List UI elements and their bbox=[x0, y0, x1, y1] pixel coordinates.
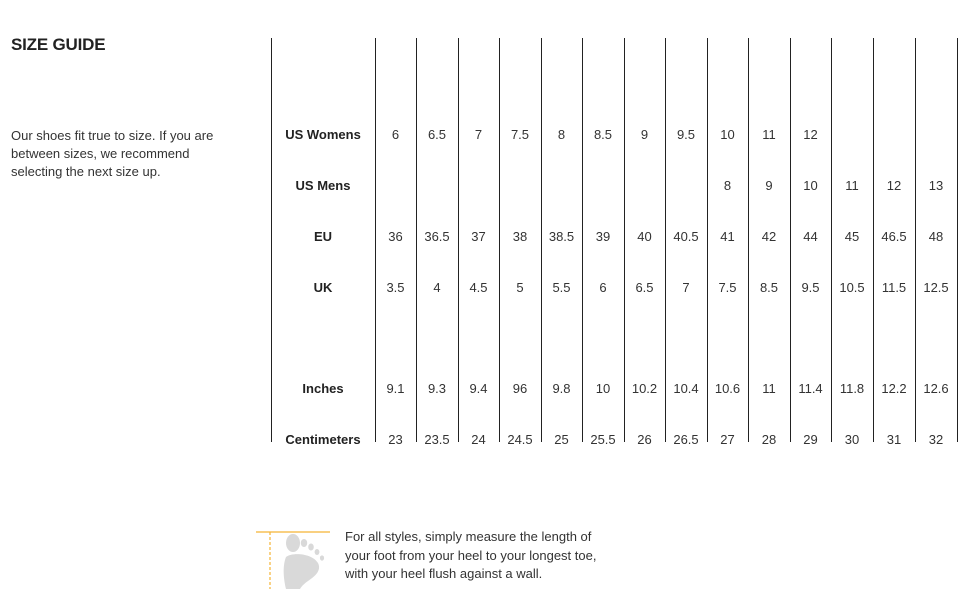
table-cell: 27 bbox=[720, 432, 735, 447]
table-cell: 40.5 bbox=[673, 229, 699, 244]
table-cell: 24 bbox=[471, 432, 486, 447]
table-cell: 23.5 bbox=[424, 432, 450, 447]
table-cell: 6.5 bbox=[635, 280, 654, 295]
row-label: Inches bbox=[302, 381, 344, 396]
table-cell: 48 bbox=[928, 229, 944, 244]
table-cell: 10.4 bbox=[673, 381, 699, 396]
table-cell: 13 bbox=[928, 178, 944, 193]
table-cell: 36 bbox=[388, 229, 403, 244]
table-cell: 12 bbox=[803, 127, 818, 142]
table-cell: 11 bbox=[762, 381, 776, 396]
table-cell: 10.6 bbox=[714, 381, 741, 396]
table-cell: 7.5 bbox=[718, 280, 737, 295]
table-cell: 11.8 bbox=[839, 381, 865, 396]
table-cell: 40 bbox=[637, 229, 652, 244]
table-cell: 3.5 bbox=[386, 280, 405, 295]
table-cell: 10 bbox=[720, 127, 735, 142]
table-cell: 96 bbox=[512, 381, 528, 396]
table-cell: 9.3 bbox=[427, 381, 447, 396]
table-cell: 10.5 bbox=[839, 280, 865, 295]
table-cell: 6 bbox=[391, 127, 400, 142]
table-column-divider bbox=[957, 38, 958, 442]
table-cell: 9 bbox=[640, 127, 649, 142]
foot-measure-icon bbox=[256, 525, 336, 589]
table-cell: 8 bbox=[723, 178, 732, 193]
table-cell: 11.5 bbox=[881, 280, 907, 295]
table-cell: 30 bbox=[844, 432, 860, 447]
table-cell: 11 bbox=[845, 178, 859, 193]
table-cell: 9.5 bbox=[801, 280, 820, 295]
table-cell: 29 bbox=[803, 432, 818, 447]
table-cell: 4 bbox=[433, 280, 441, 295]
table-cell: 25.5 bbox=[590, 432, 616, 447]
table-cell: 4.5 bbox=[469, 280, 488, 295]
table-cell: 7 bbox=[682, 280, 690, 295]
table-cell: 5.5 bbox=[552, 280, 571, 295]
row-label: Centimeters bbox=[285, 432, 361, 447]
table-cell: 44 bbox=[803, 229, 818, 244]
table-cell: 7.5 bbox=[510, 127, 530, 142]
table-cell: 10 bbox=[803, 178, 818, 193]
table-cell: 25 bbox=[554, 432, 569, 447]
table-cell: 32 bbox=[928, 432, 944, 447]
fit-intro-text: Our shoes fit true to size. If you are between sizes, we recommend selecting the next size up. bbox=[11, 128, 214, 179]
table-cell: 7 bbox=[474, 127, 483, 142]
page-title: SIZE GUIDE bbox=[11, 35, 106, 54]
table-cell: 11 bbox=[762, 127, 776, 142]
table-cell: 28 bbox=[761, 432, 777, 447]
table-cell: 9 bbox=[765, 178, 773, 193]
foot-shape bbox=[284, 534, 324, 589]
row-label: EU bbox=[313, 229, 333, 244]
table-cell: 10 bbox=[595, 381, 611, 396]
table-cell: 8 bbox=[557, 127, 566, 142]
table-cell: 12.2 bbox=[881, 381, 907, 396]
table-cell: 9.8 bbox=[552, 381, 571, 396]
table-cell: 26.5 bbox=[673, 432, 699, 447]
table-cell: 38 bbox=[512, 229, 528, 244]
row-label: US Womens bbox=[285, 127, 361, 142]
row-label: UK bbox=[313, 280, 333, 295]
measure-instructions: For all styles, simply measure the length of your foot from your heel to your longest toe, with your heel flush against a wall. bbox=[345, 529, 597, 581]
table-cell: 38.5 bbox=[548, 229, 575, 244]
table-cell: 9.1 bbox=[386, 381, 405, 396]
table-cell: 12.6 bbox=[923, 381, 949, 396]
table-cell: 8.5 bbox=[759, 280, 779, 295]
table-cell: 11.4 bbox=[798, 381, 823, 396]
table-cell: 24.5 bbox=[507, 432, 533, 447]
table-cell: 12 bbox=[886, 178, 902, 193]
table-cell: 8.5 bbox=[593, 127, 613, 142]
table-cell: 36.5 bbox=[424, 229, 450, 244]
table-cell: 45 bbox=[844, 229, 860, 244]
table-cell: 46.5 bbox=[881, 229, 907, 244]
table-cell: 23 bbox=[388, 432, 403, 447]
table-cell: 9.4 bbox=[469, 381, 488, 396]
row-label: US Mens bbox=[295, 178, 351, 193]
table-cell: 26 bbox=[637, 432, 652, 447]
table-cell: 12.5 bbox=[923, 280, 949, 295]
table-cell: 31 bbox=[886, 432, 902, 447]
table-column-divider bbox=[271, 38, 272, 442]
table-cell: 42 bbox=[761, 229, 777, 244]
table-cell: 37 bbox=[471, 229, 486, 244]
table-cell: 41 bbox=[720, 229, 735, 244]
table-cell: 6 bbox=[599, 280, 607, 295]
table-cell: 10.2 bbox=[631, 381, 658, 396]
table-cell: 6.5 bbox=[427, 127, 447, 142]
table-cell: 39 bbox=[595, 229, 611, 244]
table-cell: 5 bbox=[516, 280, 524, 295]
table-cell: 9.5 bbox=[676, 127, 696, 142]
